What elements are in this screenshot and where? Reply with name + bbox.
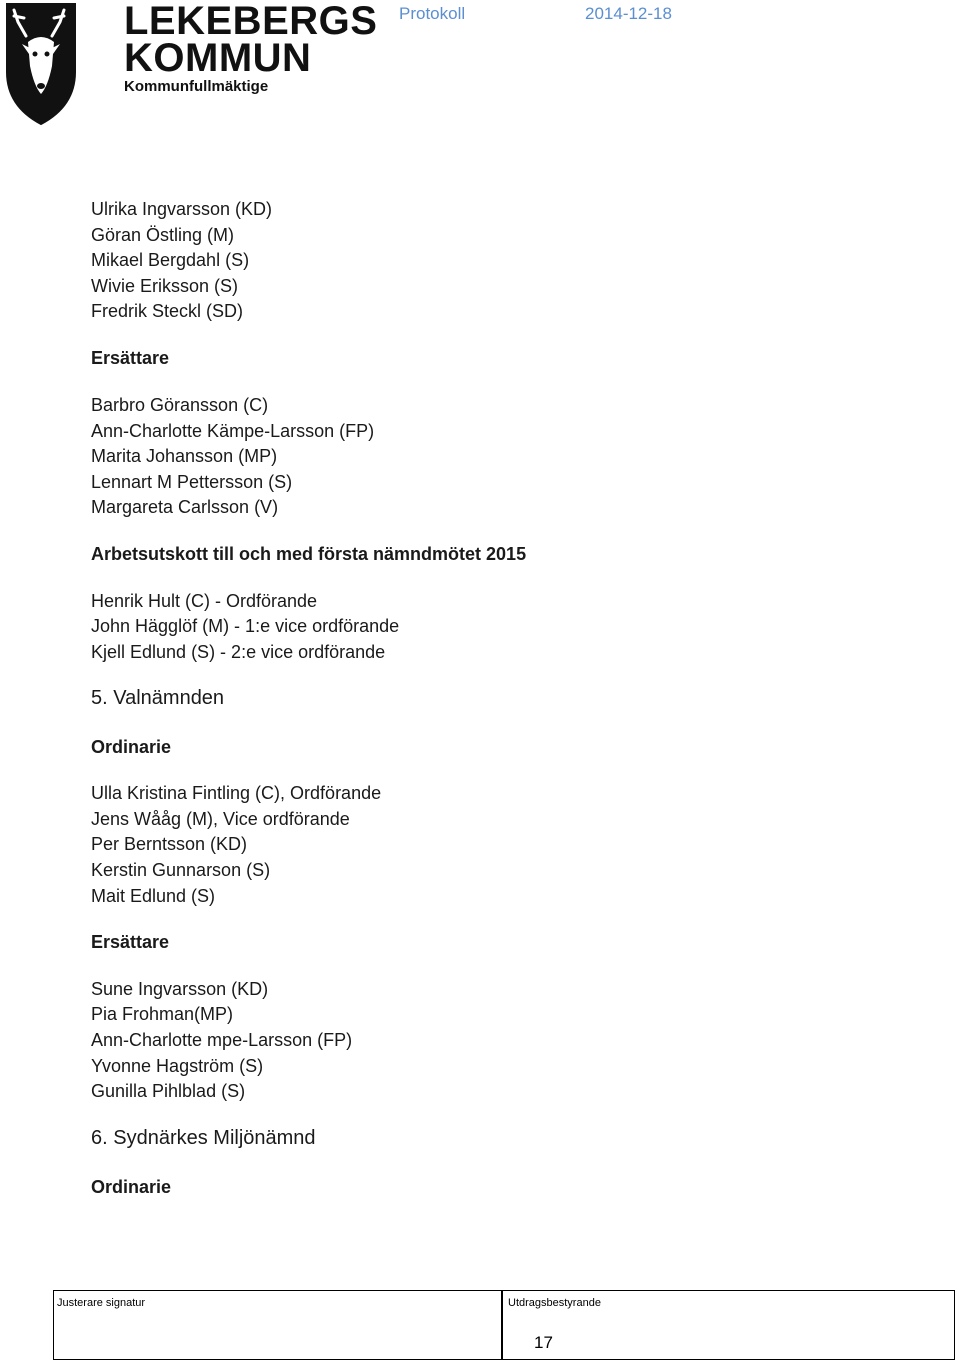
member-line: Mikael Bergdahl (S) <box>91 250 250 270</box>
member-line: Marita Johansson (MP) <box>91 446 278 466</box>
member-line: Ulrika Ingvarsson (KD) <box>91 199 273 219</box>
member-line: Göran Östling (M) <box>91 225 235 245</box>
section-title-valnamnden: 5. Valnämnden <box>91 687 225 709</box>
footer-label-utdragsbestyrande: Utdragsbestyrande <box>508 1297 601 1309</box>
member-line: Ann-Charlotte mpe-Larsson (FP) <box>91 1030 353 1050</box>
member-line: Margareta Carlsson (V) <box>91 497 279 517</box>
member-line: Pia Frohman(MP) <box>91 1004 234 1024</box>
footer-divider <box>501 1291 503 1359</box>
member-line: Sune Ingvarsson (KD) <box>91 979 269 999</box>
brand-subtitle: Kommunfullmäktige <box>124 78 269 95</box>
section-title-sydnarkes-miljonamnd: 6. Sydnärkes Miljönämnd <box>91 1127 316 1149</box>
member-line: Ann-Charlotte Kämpe-Larsson (FP) <box>91 421 375 441</box>
member-line: John Hägglöf (M) - 1:e vice ordförande <box>91 616 400 636</box>
member-line: Kerstin Gunnarson (S) <box>91 860 271 880</box>
municipality-wordmark <box>124 2 377 96</box>
member-line: Mait Edlund (S) <box>91 886 216 906</box>
document-type: Protokoll <box>399 4 466 23</box>
member-line: Barbro Göransson (C) <box>91 395 269 415</box>
municipality-crest-logo <box>4 2 78 126</box>
heading-ordinarie: Ordinarie <box>91 737 172 757</box>
member-line: Wivie Eriksson (S) <box>91 276 239 296</box>
member-line: Yvonne Hagström (S) <box>91 1056 264 1076</box>
signature-footer-box <box>53 1290 955 1360</box>
brand-name-line1: LEKEBERGS <box>124 0 378 43</box>
heading-ordinarie: Ordinarie <box>91 1177 172 1197</box>
member-line: Ulla Kristina Fintling (C), Ordförande <box>91 783 382 803</box>
member-line: Fredrik Steckl (SD) <box>91 301 244 321</box>
member-line: Lennart M Pettersson (S) <box>91 472 293 492</box>
heading-ersattare: Ersättare <box>91 348 170 368</box>
member-line: Jens Wååg (M), Vice ordförande <box>91 809 350 829</box>
heading-ersattare: Ersättare <box>91 932 170 952</box>
member-line: Gunilla Pihlblad (S) <box>91 1081 246 1101</box>
heading-arbetsutskott: Arbetsutskott till och med första nämndmötet 2015 <box>91 544 527 564</box>
footer-label-justerare: Justerare signatur <box>57 1297 146 1309</box>
document-date: 2014-12-18 <box>585 4 672 23</box>
brand-name-line2: KOMMUN <box>124 36 312 80</box>
member-line: Kjell Edlund (S) - 2:e vice ordförande <box>91 642 386 662</box>
member-line: Per Berntsson (KD) <box>91 834 248 854</box>
member-line: Henrik Hult (C) - Ordförande <box>91 591 318 611</box>
page-number: 17 <box>534 1333 553 1352</box>
